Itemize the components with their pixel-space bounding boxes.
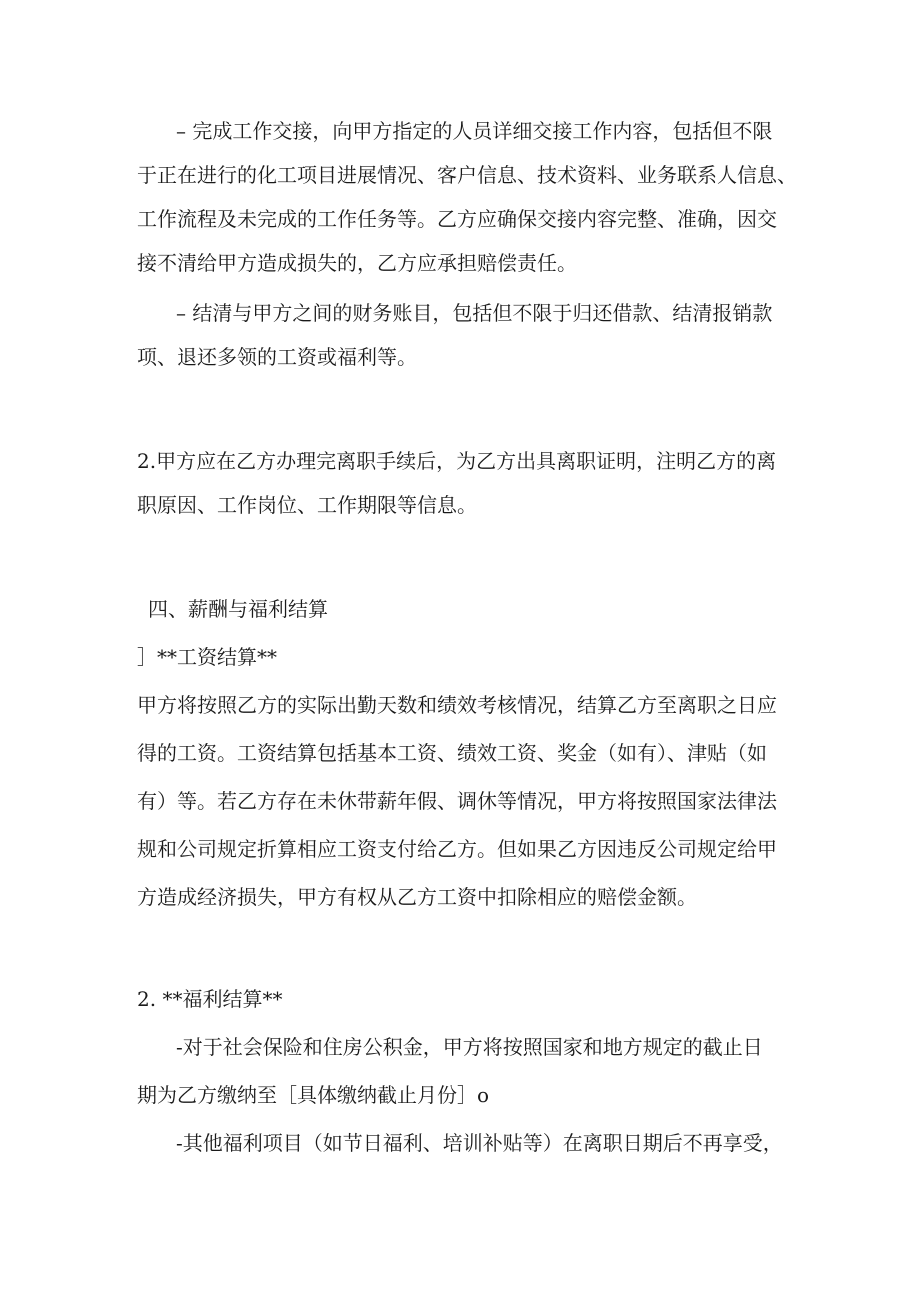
handover-item-line-2: 于正在进行的化工项目进展情况、客户信息、技术资料、业务联系人信息、 (137, 163, 797, 187)
certificate-clause-line-1: 2.甲方应在乙方办理完离职手续后，为乙方出具离职证明，注明乙方的离 (137, 449, 777, 473)
salary-paragraph-line-4: 规和公司规定折算相应工资支付给乙方。但如果乙方因违反公司规定给甲 (137, 837, 777, 861)
social-insurance-line-1: -对于社会保险和住房公积金，甲方将按照国家和地方规定的截止日 (176, 1035, 763, 1059)
salary-paragraph-line-3: 有）等。若乙方存在未休带薪年假、调休等情况，甲方将按照国家法律法 (137, 789, 777, 813)
salary-paragraph-line-1: 甲方将按照乙方的实际出勤天数和绩效考核情况，结算乙方至离职之日应 (137, 693, 777, 717)
handover-item-line-4: 接不清给甲方造成损失的，乙方应承担赔偿责任。 (137, 251, 577, 275)
other-benefits-line-1: -其他福利项目（如节日福利、培训补贴等）在离职日期后不再享受， (176, 1131, 783, 1155)
benefits-subheading: 2. **福利结算** (137, 987, 283, 1011)
handover-item-line-3: 工作流程及未完成的工作任务等。乙方应确保交接内容完整、准确，因交 (137, 207, 777, 231)
salary-subheading: ］**工资结算** (137, 645, 277, 669)
finance-item-line-2: 项、退还多领的工资或福利等。 (137, 345, 417, 369)
social-insurance-line-2: 期为乙方缴纳至［具体缴纳截止月份］o (137, 1083, 490, 1107)
section-heading: 四、薪酬与福利结算 (148, 597, 328, 621)
handover-item-line-1: – 完成工作交接，向甲方指定的人员详细交接工作内容，包括但不限 (176, 119, 773, 143)
finance-item-line-1: – 结清与甲方之间的财务账目，包括但不限于归还借款、结清报销款 (176, 301, 773, 325)
salary-paragraph-line-5: 方造成经济损失，甲方有权从乙方工资中扣除相应的赔偿金额。 (137, 885, 697, 909)
certificate-clause-line-2: 职原因、工作岗位、工作期限等信息。 (137, 493, 477, 517)
salary-paragraph-line-2: 得的工资。工资结算包括基本工资、绩效工资、奖金（如有）、津贴（如 (137, 741, 767, 765)
